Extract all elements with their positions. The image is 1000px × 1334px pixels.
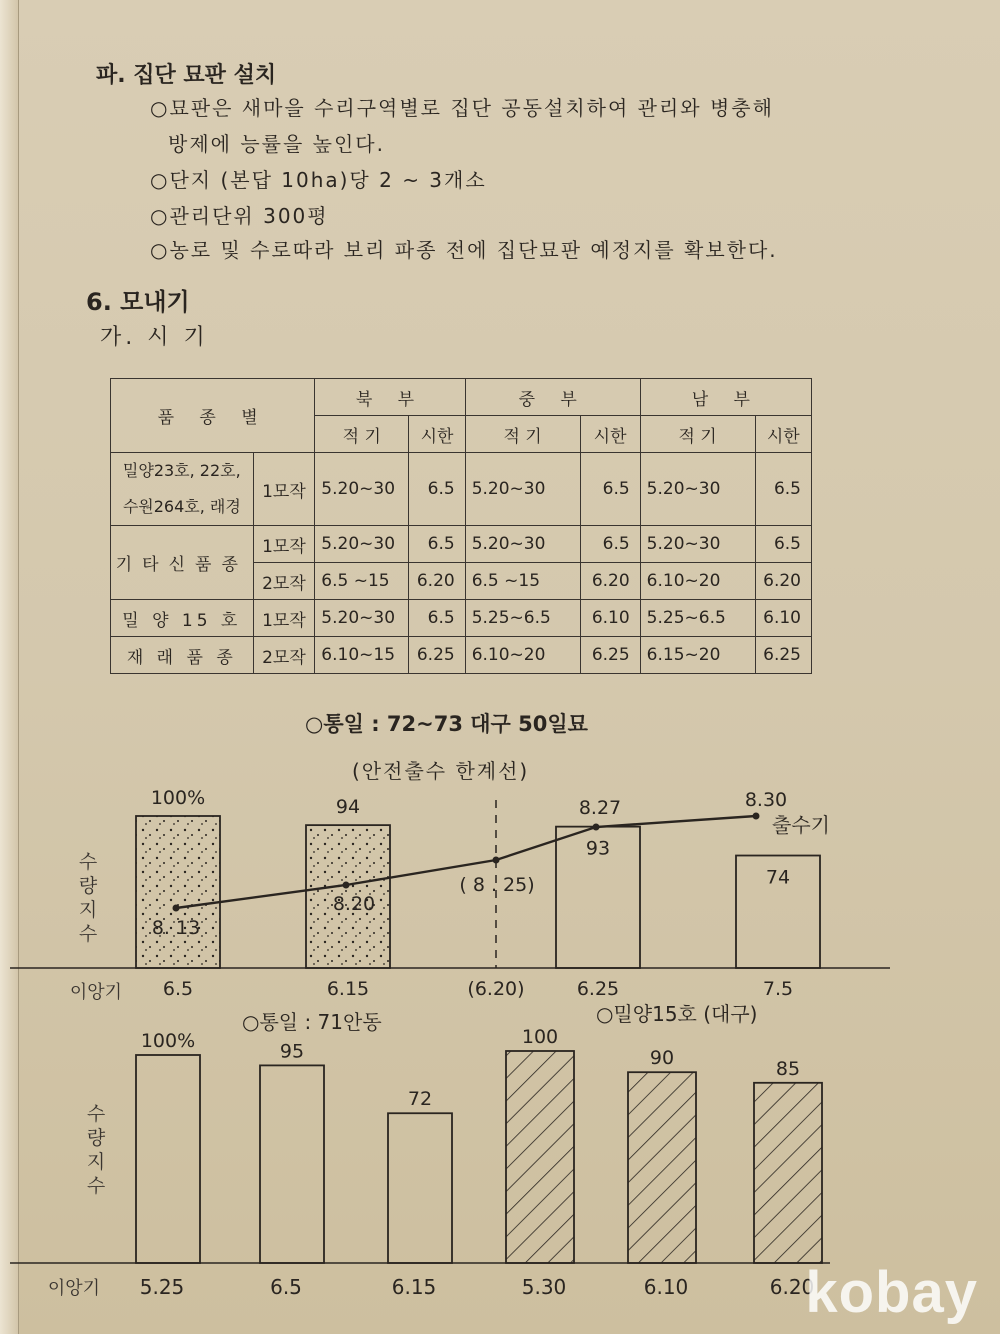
x-tick-label: 7.5 xyxy=(762,978,794,1000)
bar xyxy=(136,816,220,968)
cell: 5.25~6.5 xyxy=(465,600,580,637)
heading-date-label: 8. 13 xyxy=(151,917,201,939)
cell: 6.10~15 xyxy=(315,637,409,674)
cell: 6.5 ~15 xyxy=(315,563,409,600)
header-region-north: 북 부 xyxy=(315,379,465,416)
crop-cell: 1모작 xyxy=(253,526,315,563)
y-axis-label-char: 지 xyxy=(86,1151,106,1173)
bar xyxy=(506,1051,574,1263)
heading-date-label: 8.20 xyxy=(332,893,376,915)
heading-date-point xyxy=(493,857,500,864)
cell: 6.5 xyxy=(409,600,465,637)
x-tick-label: 6.5 xyxy=(270,1275,302,1299)
cell: 6.5 ~15 xyxy=(465,563,580,600)
x-tick-label: 6.25 xyxy=(576,978,620,1000)
cell: 5.20~30 xyxy=(465,453,580,526)
subheader-optimal: 적 기 xyxy=(465,416,580,453)
section-heading-pa: 파. 집단 묘판 설치 xyxy=(96,63,277,88)
bar-value-label: 74 xyxy=(765,866,791,889)
y-axis-label-char: 지 xyxy=(78,899,98,921)
variety-cell: 밀 양 15 호 xyxy=(111,600,254,637)
cell: 6.10 xyxy=(755,600,812,637)
bar-value-label: 100% xyxy=(150,787,206,809)
variety-cell: 기타신품종 xyxy=(111,526,254,600)
x-axis-label: 이앙기 xyxy=(69,982,123,1003)
crop-cell: 1모작 xyxy=(253,600,315,637)
x-tick-label: 6.20 xyxy=(769,1275,815,1299)
variety-cell: 재 래 품 종 xyxy=(111,637,254,674)
cell: 6.5 xyxy=(409,453,465,526)
cell: 6.5 xyxy=(755,453,812,526)
heading-date-label: ( 8 . 25) xyxy=(459,874,535,896)
heading-date-point xyxy=(753,813,760,820)
cell: 6.25 xyxy=(580,637,640,674)
subheader-deadline: 시한 xyxy=(580,416,640,453)
cell: 5.20~30 xyxy=(640,453,755,526)
bar-value-label: 100% xyxy=(140,1030,196,1052)
x-tick-label: 6.10 xyxy=(643,1275,689,1299)
chart2 xyxy=(10,1030,478,1299)
watermark-logo: kobay xyxy=(805,1260,978,1325)
text-line: ○관리단위 300평 xyxy=(150,204,329,228)
subheader-deadline: 시한 xyxy=(755,416,812,453)
header-region-central: 중 부 xyxy=(465,379,640,416)
heading-date-point xyxy=(173,905,180,912)
cell: 6.5 xyxy=(580,453,640,526)
text-line: ○묘판은 새마을 수리구역별로 집단 공동설치하여 관리와 병충해 xyxy=(150,96,774,120)
y-axis-label-char: 량 xyxy=(78,875,98,897)
cell: 5.20~30 xyxy=(315,453,409,526)
cell: 5.25~6.5 xyxy=(640,600,755,637)
cell: 6.15~20 xyxy=(640,637,755,674)
cell: 5.20~30 xyxy=(640,526,755,563)
heading-date-point xyxy=(343,882,350,889)
cell: 6.20 xyxy=(409,563,465,600)
subsection-heading: 가. 시 기 xyxy=(100,325,209,350)
section-heading-6: 6. 모내기 xyxy=(86,288,190,316)
text-line: ○단지 (본답 10ha)당 2 ~ 3개소 xyxy=(150,168,487,192)
y-axis-label-char: 수 xyxy=(78,851,98,873)
cell: 5.20~30 xyxy=(315,600,409,637)
subheader-optimal: 적 기 xyxy=(315,416,409,453)
x-tick-label: 5.25 xyxy=(139,1275,185,1299)
y-axis-label-char: 수 xyxy=(86,1175,106,1197)
variety-line: 수원264호, 래경 xyxy=(122,497,241,516)
bar-value-label: 85 xyxy=(775,1057,801,1080)
series-label: 출수기 xyxy=(772,813,830,837)
bar-value-label: 93 xyxy=(585,837,611,860)
chart1-subtitle: (안전출수 한계선) xyxy=(352,759,530,783)
bar xyxy=(136,1055,200,1263)
y-axis-label-char: 량 xyxy=(86,1127,106,1149)
x-tick-label: 6.15 xyxy=(391,1275,437,1299)
crop-cell: 2모작 xyxy=(253,637,315,674)
bar-value-label: 95 xyxy=(279,1040,305,1063)
cell: 6.5 xyxy=(409,526,465,563)
chart2-title: ○통일 : 71안동 xyxy=(242,1010,382,1034)
header-region-south: 남 부 xyxy=(640,379,811,416)
heading-date-label: 8.27 xyxy=(578,797,622,819)
cell: 6.10~20 xyxy=(465,637,580,674)
chart1-title: ○통일 : 72~73 대구 50일묘 xyxy=(305,712,588,736)
bar xyxy=(388,1113,452,1263)
text-line: 방제에 능률을 높인다. xyxy=(168,132,385,156)
cell: 6.5 xyxy=(580,526,640,563)
bar xyxy=(628,1072,696,1263)
text-line: ○농로 및 수로따라 보리 파종 전에 집단묘판 예정지를 확보한다. xyxy=(150,238,778,262)
crop-cell: 2모작 xyxy=(253,563,315,600)
y-axis-label-char: 수 xyxy=(86,1103,106,1125)
chart3-title: ○밀양15호 (대구) xyxy=(596,1002,758,1026)
bar-value-label: 94 xyxy=(335,796,361,819)
header-variety: 품 종 별 xyxy=(111,379,315,453)
x-tick-label: (6.20) xyxy=(467,978,525,1000)
subheader-deadline: 시한 xyxy=(409,416,465,453)
x-tick-label: 6.5 xyxy=(162,978,194,1000)
heading-date-point xyxy=(593,824,600,831)
cell: 5.20~30 xyxy=(315,526,409,563)
cell: 6.20 xyxy=(755,563,812,600)
bar-value-label: 100 xyxy=(521,1026,559,1048)
cell: 6.5 xyxy=(755,526,812,563)
cell: 5.20~30 xyxy=(465,526,580,563)
heading-date-label: 8.30 xyxy=(744,789,788,811)
bar-value-label: 72 xyxy=(407,1088,433,1111)
bar-value-label: 90 xyxy=(649,1047,675,1070)
x-tick-label: 5.30 xyxy=(521,1275,567,1299)
x-tick-label: 6.15 xyxy=(326,978,370,1000)
crop-cell: 1모작 xyxy=(253,453,315,526)
cell: 6.25 xyxy=(409,637,465,674)
y-axis-label-char: 수 xyxy=(78,923,98,945)
cell: 6.10~20 xyxy=(640,563,755,600)
cell: 6.20 xyxy=(580,563,640,600)
x-axis-label: 이앙기 xyxy=(47,1278,101,1299)
subheader-optimal: 적 기 xyxy=(640,416,755,453)
cell: 6.25 xyxy=(755,637,812,674)
bar xyxy=(754,1083,822,1263)
cell: 6.10 xyxy=(580,600,640,637)
chart1 xyxy=(10,787,890,1003)
bar xyxy=(260,1065,324,1263)
variety-line: 밀양23호, 22호, xyxy=(122,461,241,480)
chart3 xyxy=(478,1026,830,1299)
